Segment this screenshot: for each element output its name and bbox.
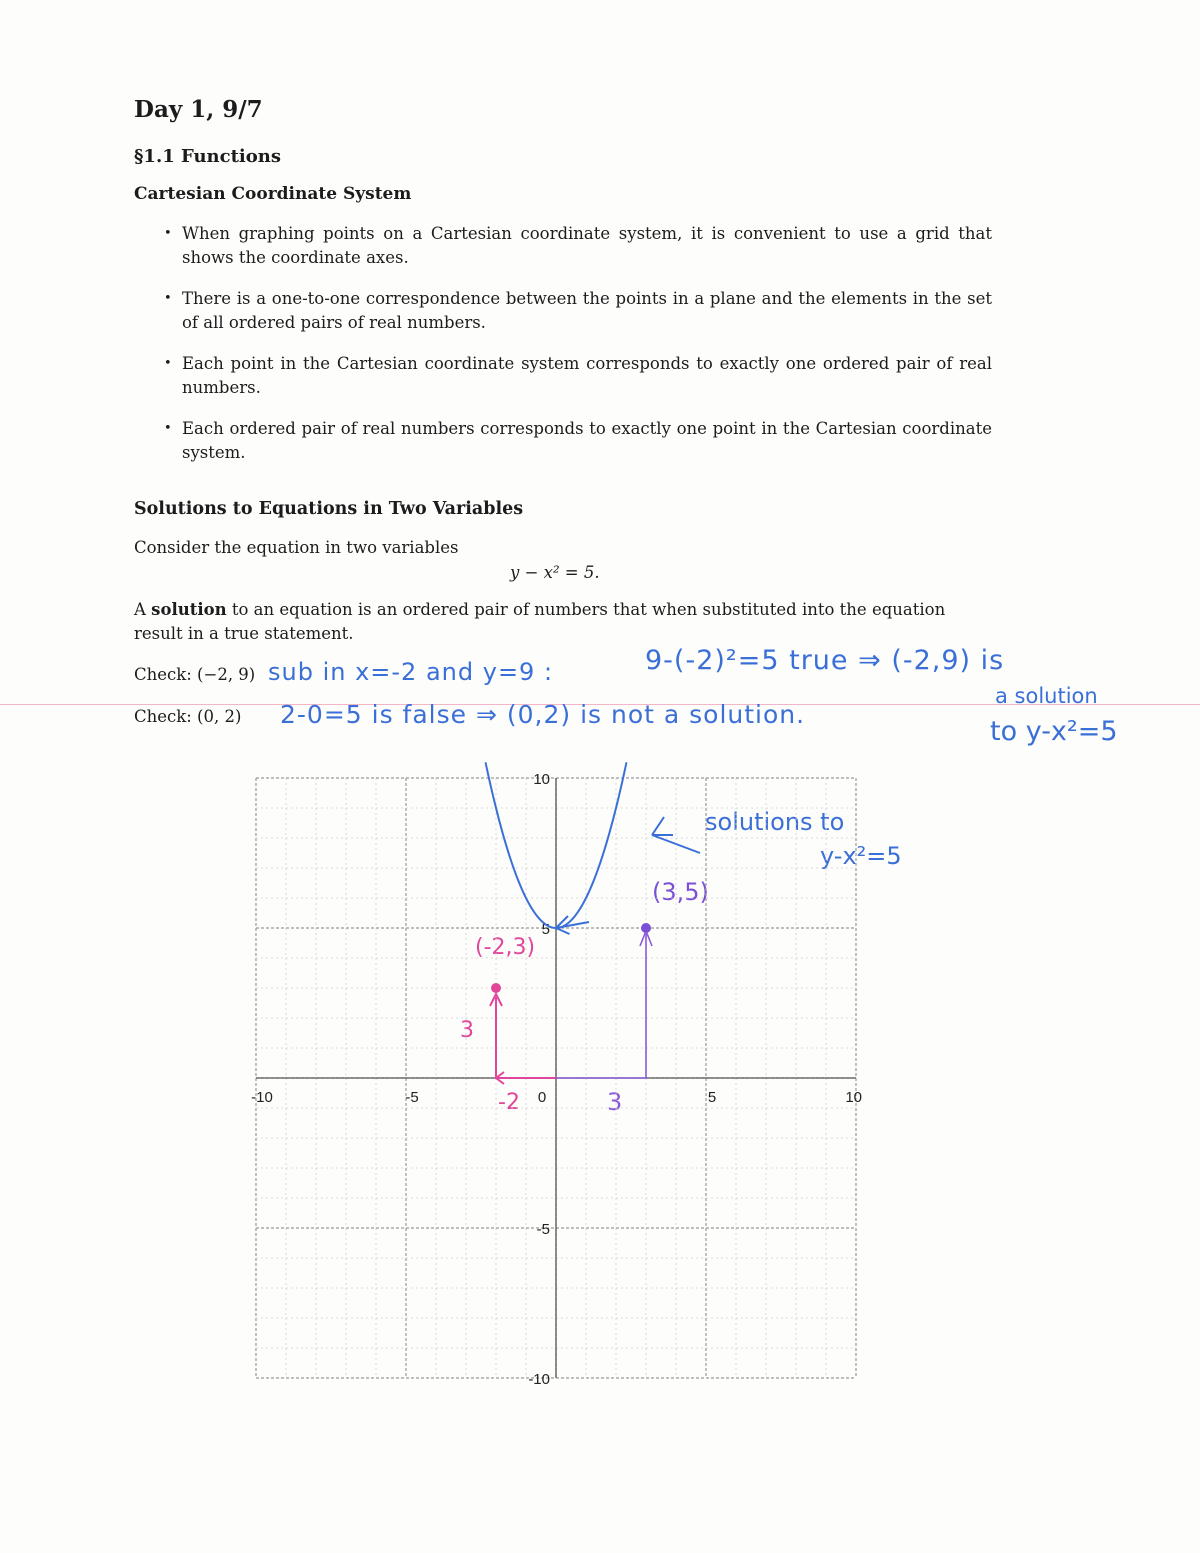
handwritten-pink-three: 3 [460,1018,474,1043]
bullet-item: • When graphing points on a Cartesian coordinate system, it is convenient to use a grid that shows the coordinate axes. [162,222,992,270]
handwritten-check1-conclusion-1: a solution [995,684,1098,708]
y-tick-label: -5 [536,1221,550,1238]
x-tick-label: 10 [845,1089,862,1106]
handwritten-check2-work: 2-0=5 is false ⇒ (0,2) is not a solution. [280,700,806,729]
plotted-point [491,983,501,993]
y-tick-label: -10 [528,1371,550,1388]
definition-term: solution [151,600,227,619]
bullet-item: • Each ordered pair of real numbers corresponds to exactly one point in the Cartesian coordinate system. [162,417,992,465]
graph-annotations [490,817,700,1084]
y-tick-label: 10 [533,771,550,788]
bullet-item: • Each point in the Cartesian coordinate system corresponds to exactly one ordered pair of real numbers. [162,352,992,400]
subsection-heading: Cartesian Coordinate System [134,184,412,204]
equation: y − x² = 5. [510,563,600,582]
x-tick-label: 5 [707,1089,717,1106]
x-tick-label: -10 [251,1089,273,1106]
definition-post: to an equation is an ordered pair of numbers that when substituted into the equation result in a true statement. [134,600,946,643]
check-2-label: Check: (0, 2) [134,707,242,726]
solutions-heading: Solutions to Equations in Two Variables [134,499,524,519]
x-tick-label: 0 [537,1089,547,1106]
handwritten-check1-eval: 9-(-2)²=5 true ⇒ (-2,9) is [645,645,1005,676]
plotted-point [641,923,651,933]
handwritten-point-label-pink: (-2,3) [475,935,536,960]
handwritten-graph-note-1: solutions to [705,808,845,836]
check-1-label: Check: (−2, 9) [134,665,256,684]
bullet-item: • There is a one-to-one correspondence between the points in a plane and the elements in the set of all ordered pairs of real numbers. [162,287,992,335]
section-heading: §1.1 Functions [134,146,281,167]
handwritten-point-label-blue: (3,5) [652,878,709,906]
y-tick-label: 5 [541,921,550,938]
page-title: Day 1, 9/7 [134,96,263,123]
handwritten-check1-work: sub in x=-2 and y=9 : [268,658,554,686]
handwritten-check1-conclusion-2: to y-x²=5 [990,716,1118,747]
handwritten-pink-neg-two: -2 [498,1090,520,1115]
purple-path [556,934,646,1078]
definition-pre: A [134,600,152,619]
handwritten-purple-three: 3 [607,1088,623,1116]
consider-text: Consider the equation in two variables [134,538,459,557]
handwritten-graph-note-2: y-x²=5 [820,842,902,870]
x-tick-label: -5 [405,1089,419,1106]
